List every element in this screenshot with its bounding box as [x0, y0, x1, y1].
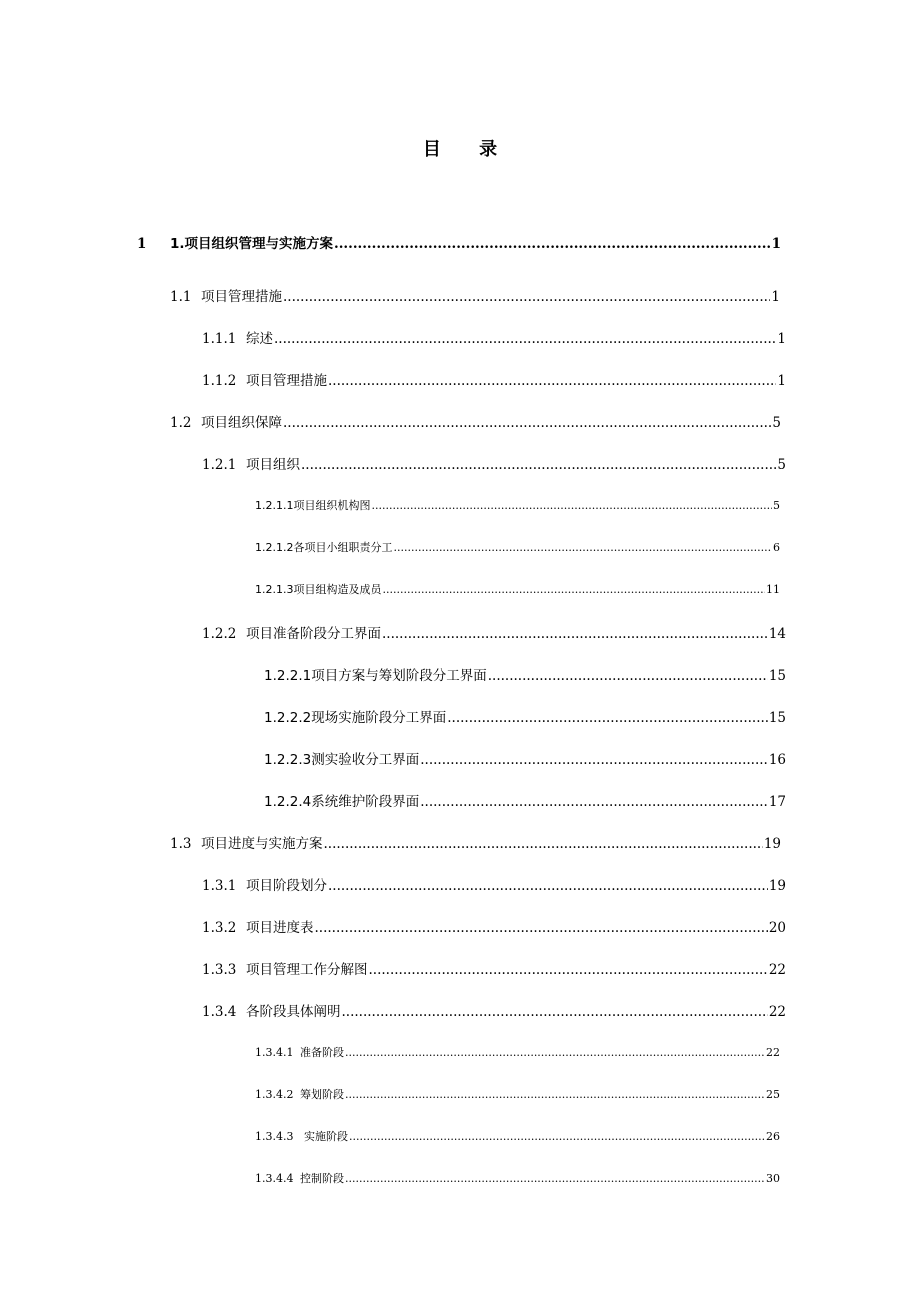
toc-entry[interactable]: [255, 1086, 780, 1102]
toc-entry-text: 1.2.2.4系统维护阶段界面: [264, 794, 420, 810]
toc-entry-page: 19: [768, 878, 786, 894]
toc-entry-text: 筹划阶段: [300, 1088, 344, 1101]
toc-entry-page: 20: [768, 920, 786, 936]
toc-entry-page: 1: [777, 331, 786, 347]
toc-entry-page: 22: [768, 1004, 786, 1020]
toc-entry[interactable]: [202, 327, 786, 347]
toc-entry[interactable]: [202, 958, 786, 978]
toc-entry-text: 项目管理措施: [246, 373, 327, 389]
toc-entry-text: 各阶段具体阐明: [246, 1004, 341, 1020]
toc-entry-text: 项目管理工作分解图: [246, 962, 368, 978]
toc-entry-text: 项目组织: [246, 457, 300, 473]
toc-entry[interactable]: [202, 453, 786, 473]
toc-entry[interactable]: [202, 622, 786, 642]
toc-leader-dots: [334, 236, 771, 252]
toc-entry-number: 1.2.2: [202, 626, 237, 642]
toc-entry-number: 1.2.1: [202, 457, 237, 473]
toc-leader-dots: [345, 1172, 765, 1185]
toc-entry[interactable]: [202, 369, 786, 389]
toc-entry[interactable]: [255, 1044, 780, 1060]
toc-entry-text: 项目管理措施: [201, 289, 282, 305]
toc-entry-number: 1.3.4.1: [255, 1046, 294, 1059]
toc-entry-text: 项目准备阶段分工界面: [246, 626, 381, 642]
toc-entry-text: 1.2.1.1项目组织机构图: [255, 499, 371, 512]
toc-entry-page: 11: [766, 583, 780, 596]
toc-leader-dots: [420, 794, 768, 810]
toc-entry-page: 15: [768, 710, 786, 726]
toc-entry-page: 15: [768, 668, 786, 684]
toc-entry-page: 16: [768, 752, 786, 768]
toc-entry-text: 1.2.2.1项目方案与筹划阶段分工界面: [264, 668, 487, 684]
toc-leader-dots: [345, 1088, 765, 1101]
toc-entry[interactable]: [137, 232, 781, 252]
toc-leader-dots: [283, 289, 770, 305]
toc-leader-dots: [324, 836, 763, 852]
toc-entry-number: 1: [137, 236, 147, 252]
toc-entry-page: 1: [771, 236, 781, 252]
toc-leader-dots: [283, 415, 771, 431]
toc-leader-dots: [393, 541, 772, 554]
toc-entry-number: 1.3.3: [202, 962, 237, 978]
toc-entry-page: 22: [768, 962, 786, 978]
toc-entry[interactable]: [202, 1000, 786, 1020]
toc-entry-number: 1.1.2: [202, 373, 237, 389]
toc-leader-dots: [382, 626, 768, 642]
toc-entry-page: 1: [777, 373, 786, 389]
toc-entry[interactable]: [255, 1128, 780, 1144]
toc-entry-number: 1.3: [170, 836, 192, 852]
toc-entry[interactable]: [170, 832, 781, 852]
toc-entry-number: 1.3.1: [202, 878, 237, 894]
toc-entry-page: 26: [766, 1130, 780, 1143]
toc-entry-number: 1.3.4: [202, 1004, 237, 1020]
toc-entry[interactable]: [264, 664, 786, 684]
toc-entry-number: 1.3.4.4: [255, 1172, 294, 1185]
toc-entry-text: 项目进度表: [246, 920, 314, 936]
toc-entry-page: 30: [766, 1172, 780, 1185]
toc-leader-dots: [345, 1046, 765, 1059]
toc-leader-dots: [315, 920, 768, 936]
toc-entry[interactable]: [255, 581, 780, 597]
toc-entry-page: 14: [768, 626, 786, 642]
toc-title: 目 录: [422, 139, 514, 160]
toc-leader-dots: [382, 583, 765, 596]
toc-entry-text: 实施阶段: [304, 1130, 348, 1143]
toc-entry[interactable]: [202, 916, 786, 936]
toc-entry-page: 19: [763, 836, 781, 852]
toc-leader-dots: [328, 878, 768, 894]
toc-entry[interactable]: [255, 539, 780, 555]
toc-entry-text: 综述: [246, 331, 273, 347]
toc-leader-dots: [274, 331, 776, 347]
toc-entry[interactable]: [264, 748, 786, 768]
toc-entry-number: 1.3.2: [202, 920, 237, 936]
toc-entry[interactable]: [202, 874, 786, 894]
toc-entry-page: 22: [766, 1046, 780, 1059]
toc-entry-text: 1.项目组织管理与实施方案: [170, 236, 334, 252]
toc-leader-dots: [447, 710, 768, 726]
toc-entry-text: 准备阶段: [300, 1046, 344, 1059]
toc-leader-dots: [420, 752, 768, 768]
toc-leader-dots: [301, 457, 776, 473]
toc-leader-dots: [342, 1004, 768, 1020]
toc-entry-page: 6: [773, 541, 780, 554]
toc-entry[interactable]: [170, 285, 780, 305]
toc-entry-text: 项目组织保障: [201, 415, 282, 431]
toc-leader-dots: [349, 1130, 765, 1143]
toc-entry-text: 1.2.1.3项目组构造及成员: [255, 583, 382, 596]
toc-entry-text: 项目阶段划分: [246, 878, 327, 894]
toc-entry[interactable]: [264, 706, 786, 726]
toc-entry[interactable]: [255, 1170, 780, 1186]
toc-entry-text: 1.2.1.2各项目小组职责分工: [255, 541, 393, 554]
toc-leader-dots: [328, 373, 776, 389]
toc-entry-number: 1.2: [170, 415, 192, 431]
toc-entry-text: 1.2.2.3测实验收分工界面: [264, 752, 420, 768]
toc-entry-page: 17: [768, 794, 786, 810]
toc-entry-text: 控制阶段: [300, 1172, 344, 1185]
toc-leader-dots: [488, 668, 768, 684]
toc-entry-page: 5: [772, 415, 781, 431]
toc-entry[interactable]: [170, 411, 781, 431]
toc-entry-text: 1.2.2.2现场实施阶段分工界面: [264, 710, 447, 726]
toc-entry-page: 5: [777, 457, 786, 473]
toc-entry-page: 25: [766, 1088, 780, 1101]
toc-entry-number: 1.1: [170, 289, 192, 305]
toc-entry-number: 1.1.1: [202, 331, 237, 347]
toc-entry-page: 1: [771, 289, 780, 305]
toc-entry-number: 1.3.4.3: [255, 1130, 294, 1143]
toc-entry-number: 1.3.4.2: [255, 1088, 294, 1101]
toc-entry[interactable]: [255, 497, 780, 513]
toc-leader-dots: [369, 962, 768, 978]
toc-entry-text: 项目进度与实施方案: [201, 836, 323, 852]
toc-leader-dots: [371, 499, 772, 512]
toc-entry-page: 5: [773, 499, 780, 512]
toc-entry[interactable]: [264, 790, 786, 810]
